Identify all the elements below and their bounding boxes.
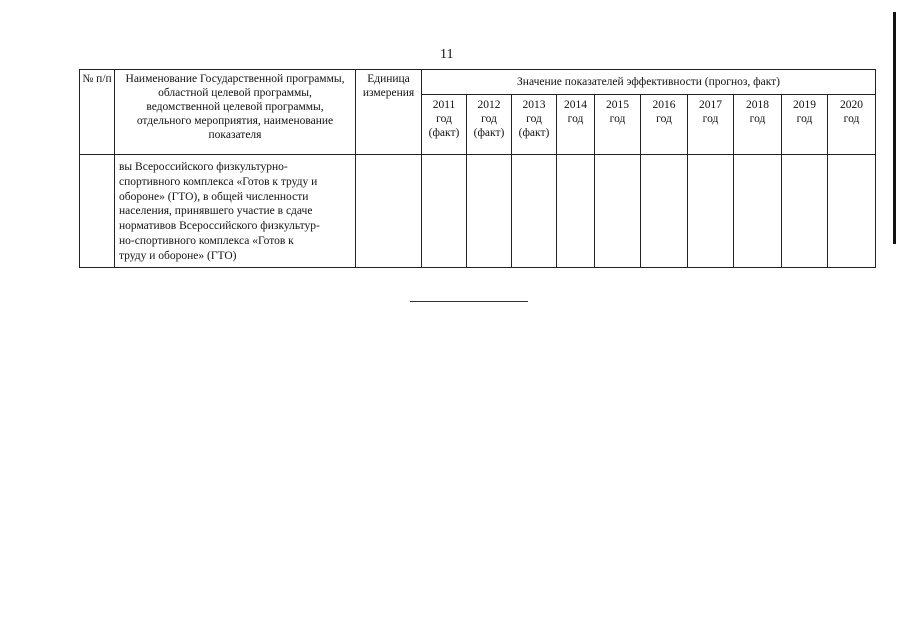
scan-edge-mark bbox=[893, 12, 896, 244]
header-year-2015: 2015 год bbox=[595, 95, 641, 155]
row-value-2017 bbox=[688, 155, 734, 268]
header-year-2018: 2018 год bbox=[734, 95, 782, 155]
row-value-2011 bbox=[422, 155, 467, 268]
header-year-2012: 2012 год (факт) bbox=[467, 95, 512, 155]
header-year-2016: 2016 год bbox=[641, 95, 688, 155]
row-value-2016 bbox=[641, 155, 688, 268]
header-year-2017: 2017 год bbox=[688, 95, 734, 155]
row-value-2019 bbox=[782, 155, 828, 268]
header-unit: Единица измерения bbox=[356, 70, 422, 155]
header-num: № п/п bbox=[80, 70, 115, 155]
header-indicator-values: Значение показателей эффективности (прогноз, факт) bbox=[422, 70, 876, 95]
row-value-2012 bbox=[467, 155, 512, 268]
page-number: 11 bbox=[440, 47, 454, 62]
row-value-2018 bbox=[734, 155, 782, 268]
header-year-2019: 2019 год bbox=[782, 95, 828, 155]
table-row bbox=[80, 155, 876, 268]
row-value-2014 bbox=[557, 155, 595, 268]
header-year-2014: 2014 год bbox=[557, 95, 595, 155]
header-year-2020: 2020 год bbox=[828, 95, 876, 155]
row-unit-cell bbox=[356, 155, 422, 268]
row-value-2015 bbox=[595, 155, 641, 268]
row-num-cell bbox=[80, 155, 115, 268]
efficiency-indicators-table bbox=[79, 69, 876, 268]
row-indicator-name: вы Всероссийского физкультурно- спортивного комплекса «Готов к труду и обороне» (ГТО), в общей численности населения, принявшего участие в сдаче нормативов Всероссийского физкультур- но-спортивного комплекса «Готов к труду и обороне» (ГТО) bbox=[115, 155, 356, 268]
separator-line bbox=[410, 301, 528, 302]
row-value-2020 bbox=[828, 155, 876, 268]
row-value-2013 bbox=[512, 155, 557, 268]
header-year-2011: 2011 год (факт) bbox=[422, 95, 467, 155]
header-year-2013: 2013 год (факт) bbox=[512, 95, 557, 155]
header-name: Наименование Государственной программы, областной целевой программы, ведомственной целевой программы, отдельного мероприятия, наименование показателя bbox=[115, 70, 356, 155]
